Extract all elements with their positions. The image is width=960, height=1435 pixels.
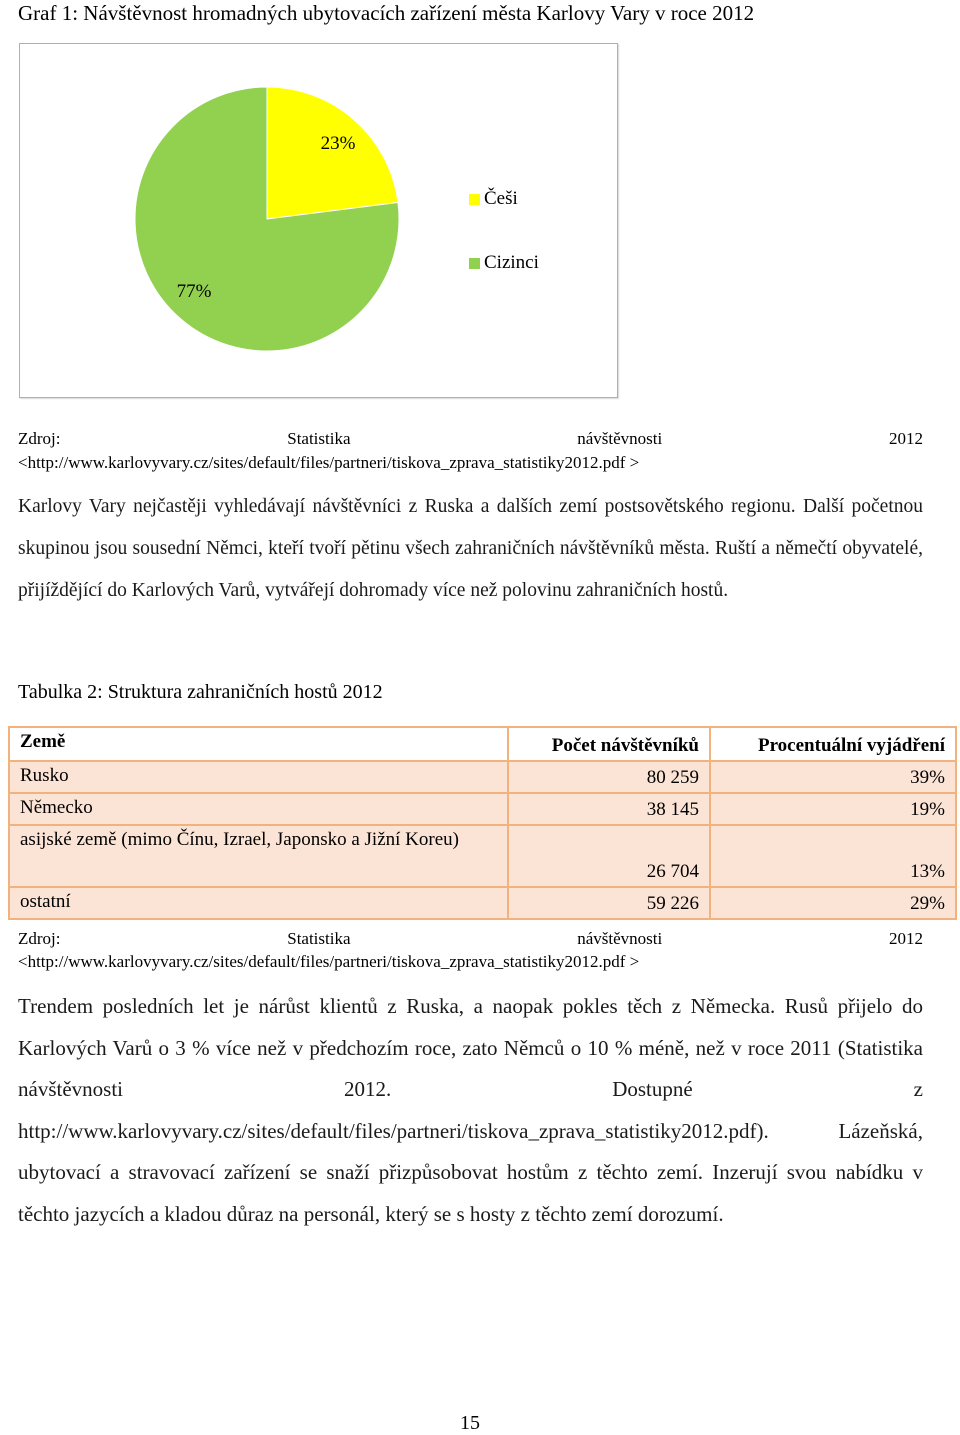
source-url-1: <http://www.karlovyvary.cz/sites/default/files/partneri/tiskova_zprava_statistiky2012.pdf > [18, 453, 640, 472]
cell-percent: 29% [710, 887, 956, 919]
pie-data-label: 77% [176, 281, 212, 302]
source-word-navstevnosti: návštěvnosti [577, 429, 663, 448]
page-number: 15 [460, 1412, 480, 1434]
legend-swatch [469, 258, 480, 269]
figure-caption: Graf 1: Návštěvnost hromadných ubytovacích zařízení města Karlovy Vary v roce 2012 [18, 1, 755, 25]
cell-country: ostatní [9, 887, 508, 919]
pie-chart [20, 44, 617, 397]
source-year: 2012 [888, 429, 923, 448]
source-word-statistika: Statistika [287, 429, 351, 448]
cell-country: Německo [9, 793, 508, 825]
header-percent: Procentuální vyjádření [710, 727, 956, 761]
source-url-2: <http://www.karlovyvary.cz/sites/default/files/partneri/tiskova_zprava_statistiky2012.pdf > [18, 952, 640, 971]
table-row [9, 887, 956, 919]
table-row [9, 825, 956, 887]
cell-count: 80 259 [508, 761, 710, 793]
cell-count: 59 226 [508, 887, 710, 919]
legend-label: Češi [484, 188, 518, 209]
legend-label: Cizinci [484, 252, 539, 273]
cell-country: Rusko [9, 761, 508, 793]
cell-country: asijské země (mimo Čínu, Izrael, Japonsko a Jižní Koreu) [9, 825, 508, 887]
pie-data-label: 23% [320, 133, 356, 154]
cell-percent: 19% [710, 793, 956, 825]
cell-percent: 13% [710, 825, 956, 887]
paragraph-visitors: Karlovy Vary nejčastěji vyhledávají návštěvníci z Ruska a dalších zemí postsovětského regionu. Další početnou skupinou jsou sousední Němci, kteří tvoří pětinu všech zahraničních návštěvníků města. Ruští a němečtí obyvatelé, přijíždějící do Karlových Varů, vytvářejí dohromady více než polovinu zahraničních hostů. [18, 496, 923, 601]
cell-count: 38 145 [508, 793, 710, 825]
source-citation-1 [18, 428, 923, 450]
foreign-guests-table [8, 726, 957, 920]
header-country: Země [9, 727, 508, 761]
pie-chart-container [19, 43, 618, 398]
table-row [9, 761, 956, 793]
source-word-statistika: Statistika [287, 929, 351, 948]
legend-swatch [469, 194, 480, 205]
paragraph-trends: Trendem posledních let je nárůst klientů z Ruska, a naopak pokles těch z Německa. Rusů přijelo do Karlových Varů o 3 % více než v předchozím roce, zato Němců o 10 % méně, než v roce 2011 (Statistika návštěvnosti 2012. Dostupné z http://www.karlovyvary.cz/sites/default/files/partneri/tiskova_zprava_statistiky2012.pdf). Lázeňská, ubytovací a stravovací zařízení se snaží přizpůsobovat hostům z těchto zemí. Inzerují svou nabídku v těchto jazycích a kladou důraz na personál, který se s hosty z těchto zemí dorozumí. [18, 994, 923, 1226]
header-count: Počet návštěvníků [508, 727, 710, 761]
table-row [9, 793, 956, 825]
source-year: 2012 [888, 929, 923, 948]
table-title: Tabulka 2: Struktura zahraničních hostů 2012 [18, 681, 383, 703]
source-citation-2 [18, 928, 923, 950]
source-label: Zdroj: [18, 429, 61, 448]
cell-count: 26 704 [508, 825, 710, 887]
source-word-navstevnosti: návštěvnosti [577, 929, 663, 948]
source-label: Zdroj: [18, 929, 61, 948]
table-header-row [9, 727, 956, 761]
cell-percent: 39% [710, 761, 956, 793]
